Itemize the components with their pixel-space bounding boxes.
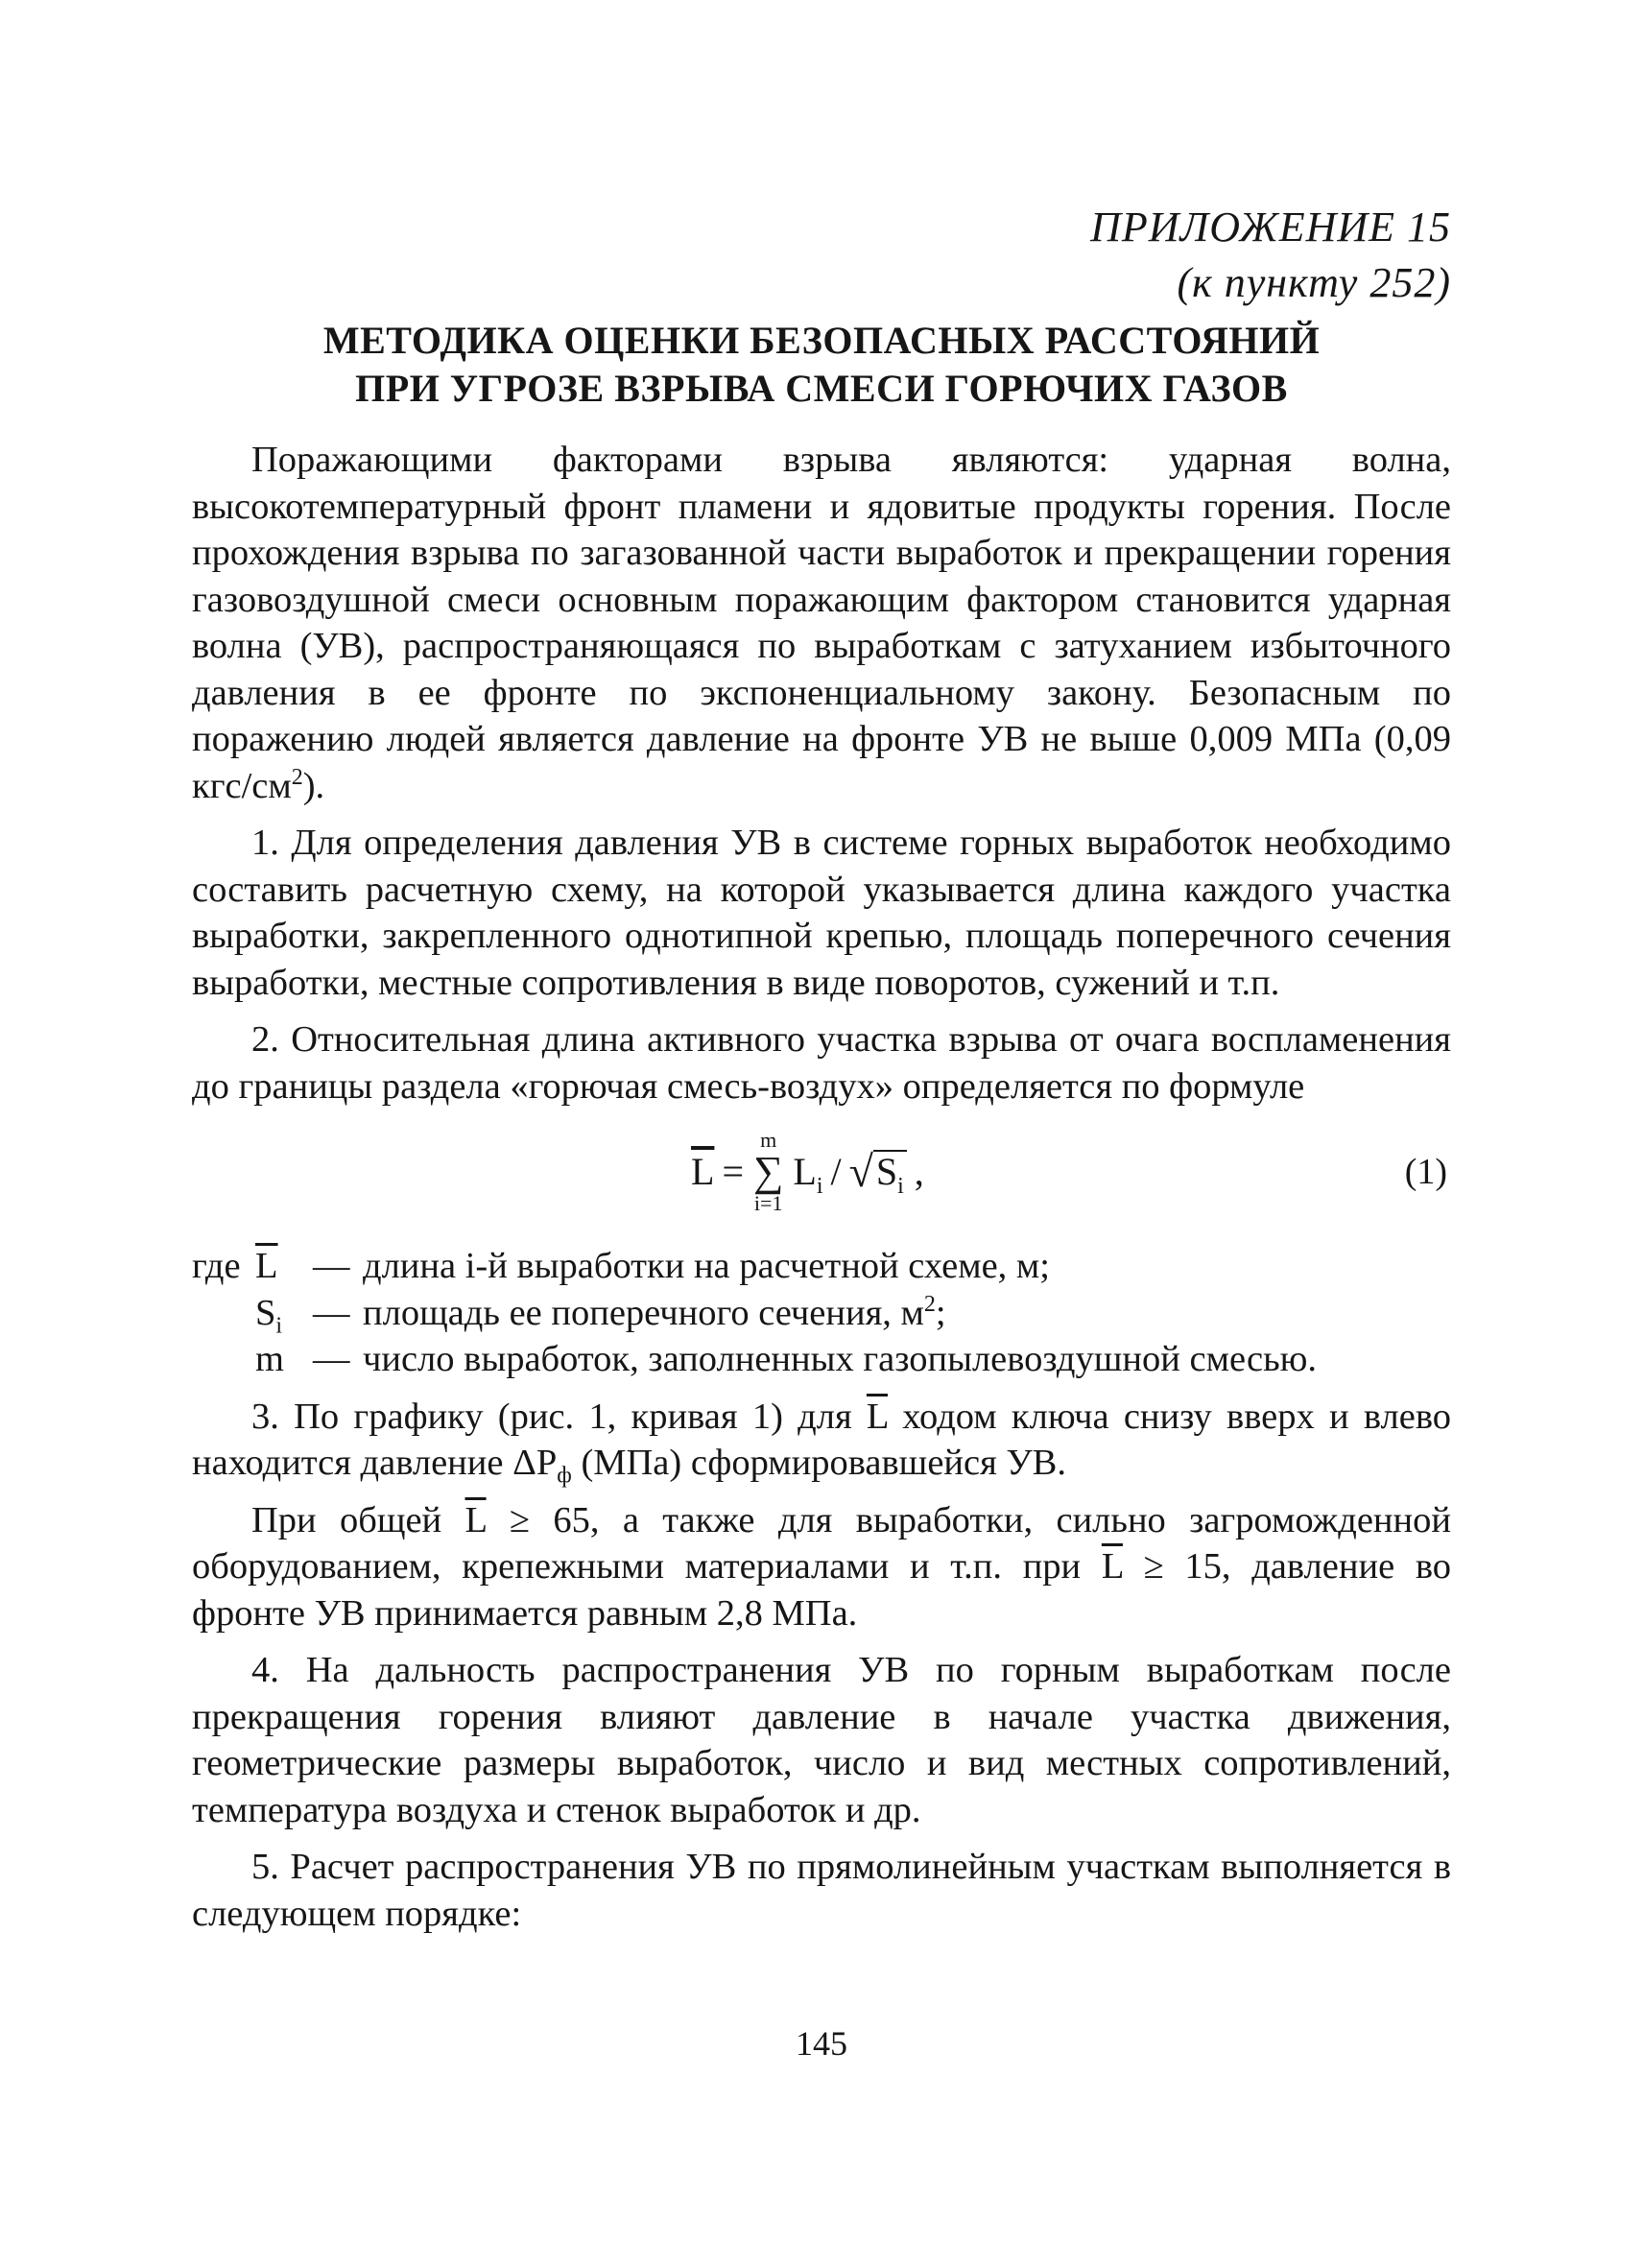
item-2-paragraph: 2. Относительная длина активного участка взрыва от очага воспламенения до границы раздела «горючая смесь-воздух» определяется по формуле	[192, 1019, 1451, 1107]
formula-comma: ,	[914, 1149, 924, 1193]
definition-dash: —	[313, 1339, 350, 1379]
definition-row	[192, 1243, 1451, 1290]
square-root	[848, 1147, 907, 1199]
item-4-paragraph: 4. На дальность распространения УВ по горным выработкам после прекращения горения влияют давление в начале участка движения, геометрические размеры выработок, число и вид местных сопротивлений, температура воздуха и стенок выработок и др.	[192, 1650, 1451, 1830]
definition-dash: —	[313, 1292, 350, 1333]
formula	[691, 1130, 924, 1214]
radical-sign: √	[848, 1147, 873, 1196]
formula-number: (1)	[1404, 1152, 1447, 1192]
body-text	[192, 437, 1451, 1947]
formula-equals: =	[722, 1149, 744, 1193]
definition-row	[192, 1290, 1451, 1337]
title-line-1: МЕТОДИКА ОЦЕНКИ БЕЗОПАСНЫХ РАССТОЯНИЙ	[322, 319, 1321, 362]
appendix-header	[1090, 200, 1451, 311]
sum-upper-limit: m	[760, 1128, 777, 1152]
definition-text: длина i-й выработки на расчетной схеме, м;	[363, 1246, 1050, 1286]
definition-symbol: m	[255, 1339, 284, 1379]
item-5-paragraph: 5. Расчет распространения УВ по прямолинейным участкам выполняется в следующем порядке:	[192, 1847, 1451, 1934]
document-title	[144, 317, 1499, 413]
appendix-reference: (к пункту 252)	[1177, 259, 1451, 306]
definition-dash: —	[313, 1246, 350, 1286]
definition-symbol: $S_i$	[255, 1292, 283, 1339]
sigma-symbol: ∑	[753, 1148, 784, 1195]
formula-lhs: $\overline{L}$	[691, 1149, 715, 1193]
item-3-paragraph: 3. По графику (рис. 1, кривая 1) для $\overline{L}$ ходом ключа снизу вверх и влево находится давление $\Delta Р_ф$ (МПа) сформировавшейся УВ.	[192, 1396, 1451, 1489]
definition-row	[192, 1336, 1451, 1383]
note-paragraph: При общей $\overline{L} \ge 65$, а также для выработки, сильно загроможденной оборудованием, крепежными материалами и т.п. при $\overline{L} \ge 15$, давление во фронте УВ принимается равным 2,8 МПа.	[192, 1499, 1451, 1634]
definition-text: площадь ее поперечного сечения, $м^2$;	[363, 1291, 946, 1333]
page-number: 145	[796, 2024, 847, 2063]
definitions-where: где	[192, 1246, 241, 1286]
definitions	[192, 1243, 1451, 1383]
title-line-2: ПРИ УГРОЗЕ ВЗРЫВА СМЕСИ ГОРЮЧИХ ГАЗОВ	[355, 367, 1288, 410]
item-1-paragraph: 1. Для определения давления УВ в системе горных выработок необходимо составить расчетную схему, на которой указывается длина каждого участка выработки, закрепленного однотипной крепью, площадь поперечного сечения выработки, местные сопротивления в виде поворотов, сужений и т.п.	[192, 823, 1451, 1003]
sum-operator	[753, 1130, 783, 1214]
formula-row	[192, 1120, 1451, 1233]
appendix-label: ПРИЛОЖЕНИЕ 15	[1090, 203, 1451, 251]
intro-paragraph: Поражающими факторами взрыва являются: ударная волна, высокотемпературный фронт пламени и ядовитые продукты горения. После прохождения взрыва по загазованной части выработок и прекращении горения газовоздушной смеси основным поражающим фактором становится ударная волна (УВ), распространяющаяся по выработкам с затуханием избыточного давления в ее фронте по экспоненциальному закону. Безопасным по поражению людей является давление на фронте УВ не выше 0,009 МПа (0,09 кгс/$см^2$).	[192, 440, 1451, 806]
radicand: $S_i$	[873, 1150, 907, 1192]
formula-slash: /	[830, 1149, 842, 1193]
definition-symbol: $\overline{L}$	[255, 1246, 278, 1286]
sum-lower-limit: i=1	[753, 1191, 783, 1215]
formula-term: $L_i$	[793, 1149, 823, 1199]
definition-text: число выработок, заполненных газопылевоздушной смесью.	[363, 1339, 1318, 1379]
